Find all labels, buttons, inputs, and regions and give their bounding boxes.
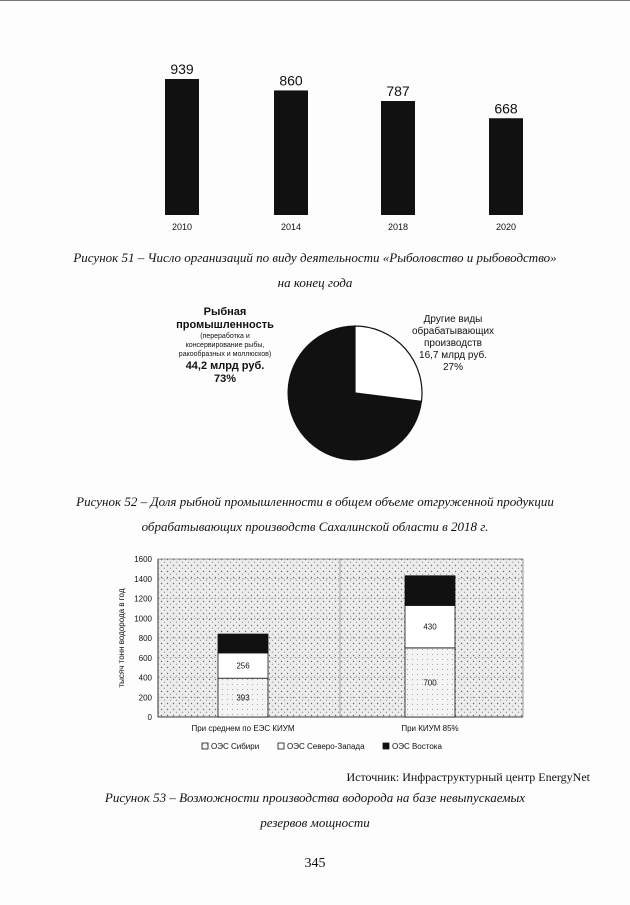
y-tick-label-200: 200 bbox=[138, 693, 152, 703]
bar-value-label-2018: 787 bbox=[386, 83, 410, 100]
legend-label-2: ОЭС Северо-Запада bbox=[287, 742, 365, 751]
segment-value-label-1-cat-1: 393 bbox=[236, 693, 250, 703]
y-tick-label-1600: 1600 bbox=[134, 555, 152, 564]
bar-2014 bbox=[274, 90, 308, 215]
x-tick-label-2: При КИУМ 85% bbox=[401, 724, 459, 733]
pie-amount-other: 16,7 млрд руб. bbox=[419, 350, 487, 361]
pie-label-fish-line-1: промышленность bbox=[176, 319, 274, 331]
segment-value-label-2-cat-2: 430 bbox=[423, 622, 437, 632]
plot-area bbox=[158, 559, 523, 717]
bar-2010 bbox=[165, 79, 199, 215]
pie-note-fish-line-1: консервирование рыбы, bbox=[185, 342, 265, 349]
y-tick-label-1400: 1400 bbox=[134, 574, 152, 584]
pie-label-other-line-2: производств bbox=[424, 338, 482, 349]
legend-swatch-1 bbox=[202, 743, 208, 749]
y-tick-label-1200: 1200 bbox=[134, 594, 152, 604]
x-tick-label-2014: 2014 bbox=[280, 222, 302, 232]
bar-value-label-2020: 668 bbox=[494, 100, 518, 117]
bar-value-label-2014: 860 bbox=[279, 72, 303, 89]
figure-53-caption-line2: резервов мощности bbox=[260, 815, 370, 830]
x-tick-label-2020: 2020 bbox=[495, 222, 517, 232]
bar-2020 bbox=[489, 118, 523, 215]
pie-amount-fish: 44,2 млрд руб. bbox=[185, 360, 265, 372]
legend-swatch-2 bbox=[278, 743, 284, 749]
figure-51-caption bbox=[0, 250, 630, 291]
legend-label-3: ОЭС Востока bbox=[392, 742, 442, 751]
figure-51-caption-line2: на конец года bbox=[277, 275, 353, 290]
pie-label-fish-line-0: Рыбная bbox=[203, 306, 247, 318]
pie-note-fish-line-2: ракообразных и моллюсков) bbox=[178, 351, 272, 358]
figure-52-caption-line2: обрабатывающих производств Сахалинской области в 2018 г. bbox=[141, 519, 489, 534]
x-tick-label-1: При среднем по ЕЭС КИУМ bbox=[191, 724, 295, 733]
figure-52-caption bbox=[0, 494, 630, 535]
bar-value-label-2010: 939 bbox=[170, 61, 194, 77]
figure-53-caption-line1: Рисунок 53 – Возможности производства водорода на базе невыпускаемых bbox=[104, 790, 526, 805]
legend-label-1: ОЭС Сибири bbox=[211, 742, 260, 751]
pie-percent-other: 27% bbox=[442, 362, 464, 373]
y-tick-label-0: 0 bbox=[147, 713, 152, 722]
segment-value-label-1-cat-2: 700 bbox=[423, 678, 437, 688]
figure-53-source: Источник: Инфраструктурный центр EnergyNet bbox=[346, 770, 590, 784]
figure-53-stacked-bar-chart bbox=[100, 552, 540, 762]
y-tick-label-600: 600 bbox=[138, 653, 152, 663]
figure-52-caption-line1: Рисунок 52 – Доля рыбной промышленности в общем объеме отгруженной продукции bbox=[76, 494, 554, 509]
figure-51-bar-chart bbox=[100, 55, 540, 245]
y-axis-label: тысяч тонн водорода в год bbox=[117, 588, 126, 688]
legend-swatch-3 bbox=[383, 743, 389, 749]
y-tick-label-800: 800 bbox=[138, 634, 152, 643]
pie-percent-fish: 73% bbox=[213, 373, 237, 385]
figure-52-pie-chart bbox=[150, 302, 550, 490]
figure-51-caption-line1: Рисунок 51 – Число организаций по виду деятельности «Рыболовство и рыбоводство» bbox=[73, 250, 557, 265]
figure-53-caption bbox=[0, 790, 630, 831]
x-tick-label-2018: 2018 bbox=[387, 222, 409, 232]
pie-label-other-line-1: обрабатывающих bbox=[411, 326, 495, 337]
y-tick-label-1000: 1000 bbox=[134, 614, 152, 624]
x-tick-label-2010: 2010 bbox=[171, 222, 193, 232]
y-tick-label-400: 400 bbox=[138, 673, 152, 683]
pie-label-other-line-0: Другие виды bbox=[423, 314, 483, 325]
pie-slice-other-industries bbox=[355, 326, 422, 401]
bar-segment-3-cat-1 bbox=[218, 634, 268, 653]
bar-2018 bbox=[381, 101, 415, 215]
segment-value-label-2-cat-1: 256 bbox=[236, 661, 250, 671]
top-rule bbox=[0, 0, 630, 1]
pie-note-fish-line-0: (переработка и bbox=[200, 333, 250, 340]
page-number: 345 bbox=[304, 856, 326, 871]
bar-segment-3-cat-2 bbox=[405, 576, 455, 606]
